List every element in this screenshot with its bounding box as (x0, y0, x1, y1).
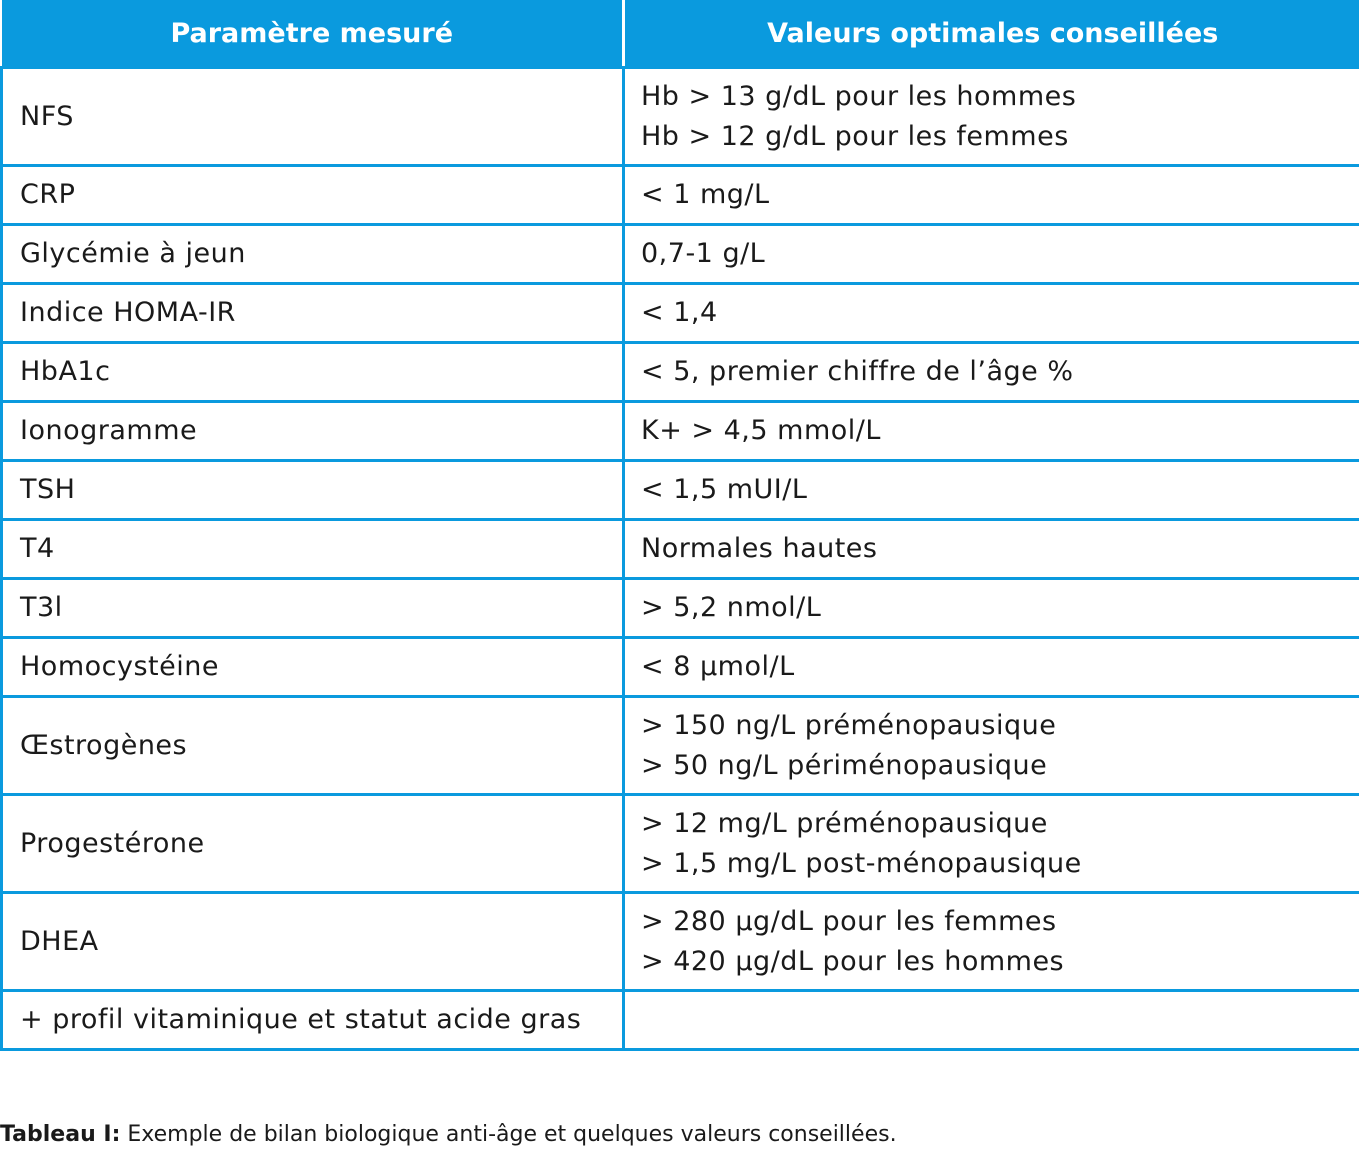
value-cell (624, 402, 1359, 461)
value-line: Normales hautes (641, 533, 878, 564)
value-line: Hb > 12 g/dL pour les femmes (641, 120, 1069, 152)
parameter-cell: HbA1c (2, 343, 624, 402)
parameter-cell: DHEA (2, 893, 624, 991)
table-row (2, 795, 1359, 893)
value-line: > 420 µg/dL pour les hommes (641, 945, 1065, 977)
value-line: K+ > 4,5 mmol/L (641, 415, 881, 446)
value-cell (624, 284, 1359, 343)
table-caption (0, 1122, 897, 1147)
parameter-cell: Ionogramme (2, 402, 624, 461)
parameter-cell: T4 (2, 520, 624, 579)
value-line: < 1,4 (641, 297, 718, 328)
value-cell (624, 893, 1359, 991)
table-body (2, 68, 1359, 1050)
value-cell (624, 991, 1359, 1050)
value-cell (624, 343, 1359, 402)
value-cell (624, 520, 1359, 579)
parameter-cell: Glycémie à jeun (2, 225, 624, 284)
parameter-cell: + profil vitaminique et statut acide gras (2, 991, 624, 1050)
value-line: > 12 mg/L préménopausique (641, 807, 1048, 839)
value-cell (624, 697, 1359, 795)
value-line: < 5, premier chiffre de l’âge % (641, 356, 1074, 387)
value-cell (624, 166, 1359, 225)
table-row (2, 991, 1359, 1050)
value-line: > 1,5 mg/L post-ménopausique (641, 847, 1082, 879)
header-parameter: Paramètre mesuré (2, 0, 624, 68)
table-row (2, 284, 1359, 343)
value-line: > 150 ng/L préménopausique (641, 709, 1057, 741)
parameter-cell: T3l (2, 579, 624, 638)
caption-text: Exemple de bilan biologique anti-âge et quelques valeurs conseillées. (120, 1122, 897, 1147)
value-cell (624, 225, 1359, 284)
value-cell (624, 795, 1359, 893)
value-cell (624, 638, 1359, 697)
table-header-row (2, 0, 1359, 68)
parameter-cell: Progestérone (2, 795, 624, 893)
value-line: > 280 µg/dL pour les femmes (641, 905, 1057, 937)
value-line: Hb > 13 g/dL pour les hommes (641, 80, 1077, 112)
parameter-cell: Œstrogènes (2, 697, 624, 795)
parameter-cell: Indice HOMA-IR (2, 284, 624, 343)
table-row (2, 402, 1359, 461)
value-line: > 50 ng/L périménopausique (641, 749, 1048, 781)
value-cell (624, 68, 1359, 166)
caption-label: Tableau I: (0, 1122, 121, 1147)
table-row (2, 520, 1359, 579)
parameter-cell: TSH (2, 461, 624, 520)
value-line: < 8 µmol/L (641, 651, 795, 682)
table-row (2, 343, 1359, 402)
parameter-cell: CRP (2, 166, 624, 225)
parameter-cell: Homocystéine (2, 638, 624, 697)
table-row (2, 893, 1359, 991)
table-row (2, 68, 1359, 166)
table-row (2, 697, 1359, 795)
value-cell (624, 579, 1359, 638)
table-row (2, 579, 1359, 638)
table-row (2, 166, 1359, 225)
header-values: Valeurs optimales conseillées (624, 0, 1359, 68)
table-row (2, 225, 1359, 284)
value-line: 0,7-1 g/L (641, 238, 766, 269)
value-line: < 1,5 mUI/L (641, 474, 808, 505)
table-row (2, 461, 1359, 520)
table-row (2, 638, 1359, 697)
value-line: < 1 mg/L (641, 179, 770, 210)
value-line: > 5,2 nmol/L (641, 592, 822, 623)
parameter-cell: NFS (2, 68, 624, 166)
value-cell (624, 461, 1359, 520)
